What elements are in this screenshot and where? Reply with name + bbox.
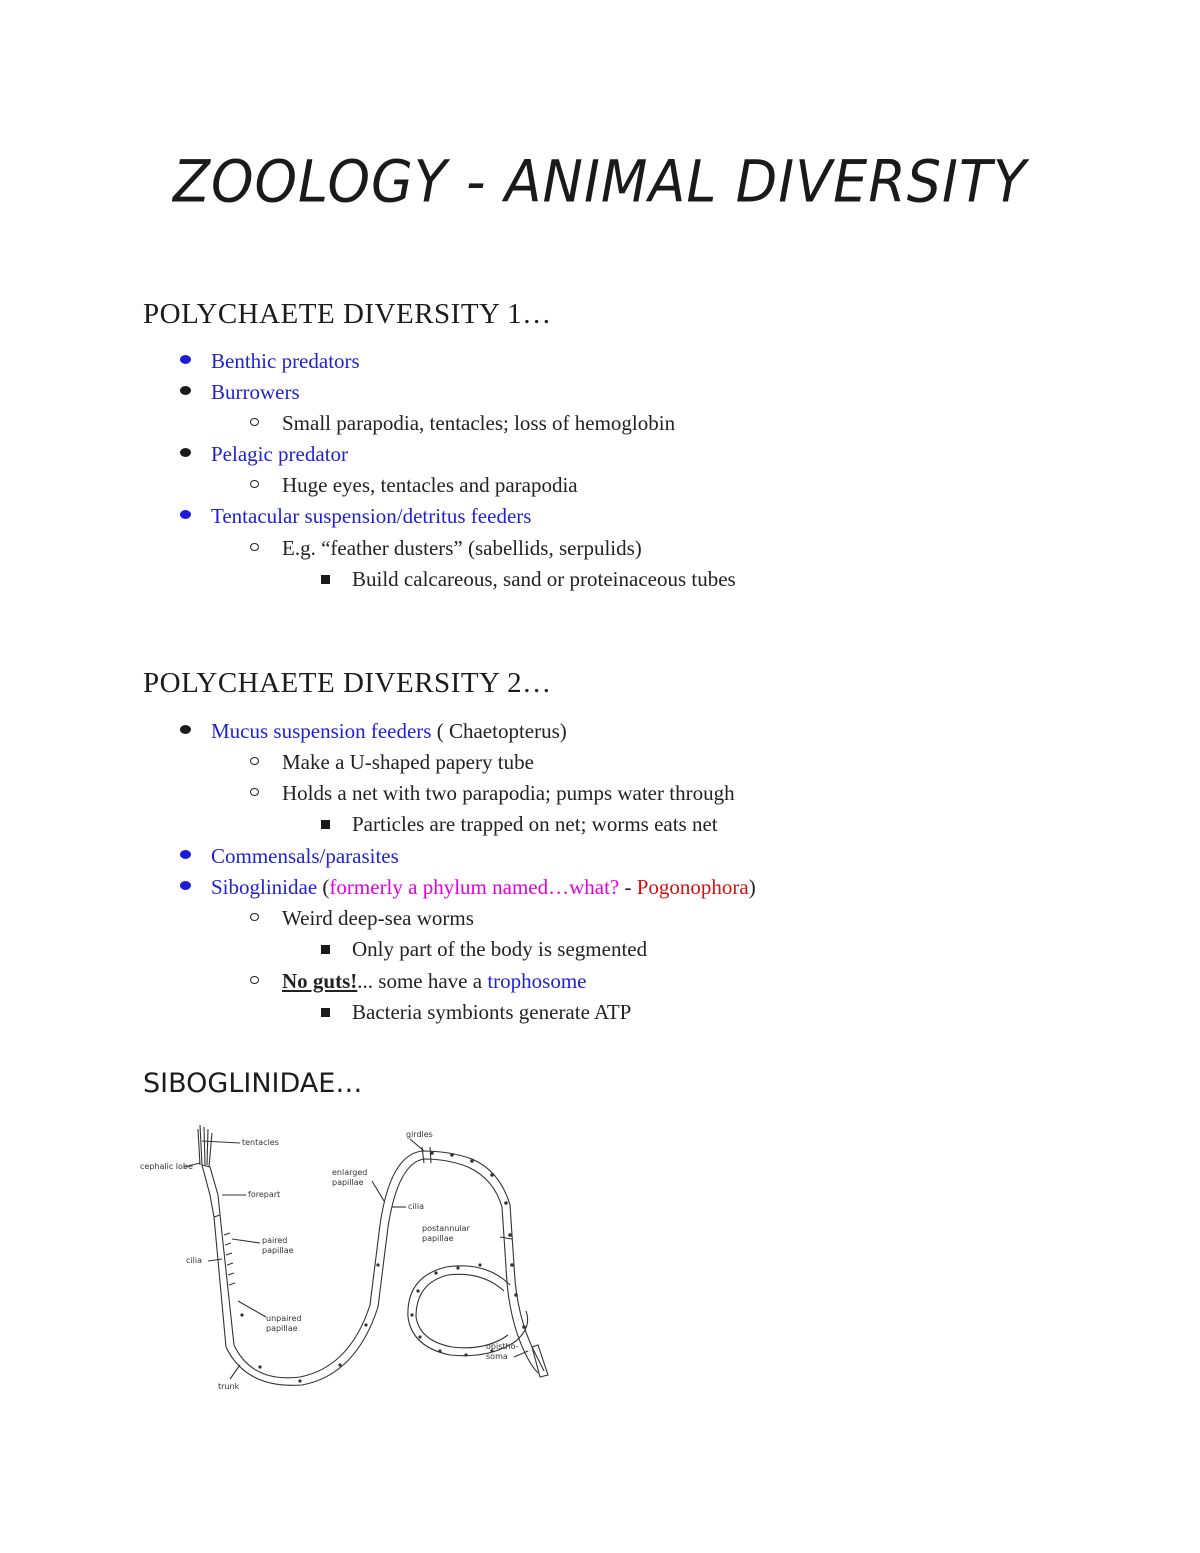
tertiary-list-item	[320, 564, 736, 594]
label-paired-papillae-1: paired	[262, 1236, 288, 1245]
square-bullet-icon	[320, 934, 350, 964]
bullet-icon	[180, 346, 210, 376]
sub-list-item-text: E.g. “feather dusters” (sabellids, serpulids)	[282, 536, 642, 560]
label-postannular-papillae-1: postannular	[422, 1224, 470, 1233]
label-trunk: trunk	[218, 1382, 240, 1391]
worm-diagram-svg	[140, 1115, 560, 1395]
tertiary-list-item-text: Bacteria symbionts generate ATP	[352, 1000, 632, 1024]
list-item-text: Pelagic predator	[211, 442, 349, 466]
sub-list-item	[250, 903, 474, 933]
label-enlarged-papillae-2: papillae	[332, 1178, 364, 1187]
sub-list-item	[250, 778, 735, 808]
list-item-text: Burrowers	[211, 380, 300, 404]
sub-list-item	[250, 533, 642, 563]
label-paired-papillae-2: papillae	[262, 1246, 294, 1255]
section-heading-polychaete-1: POLYCHAETE DIVERSITY 1…	[143, 298, 552, 330]
circle-bullet-icon	[250, 966, 280, 996]
paren-open: (	[317, 875, 330, 899]
bullet-icon	[180, 716, 210, 746]
sub-list-item	[250, 966, 586, 996]
list-item-text: Benthic predators	[211, 349, 360, 373]
label-opisthosoma-2: soma	[486, 1352, 508, 1361]
siboglinid-worm-diagram	[140, 1115, 560, 1395]
list-item	[180, 841, 399, 871]
circle-bullet-icon	[250, 747, 280, 777]
dash-text: -	[619, 875, 637, 899]
list-item-text: Tentacular suspension/detritus feeders	[211, 504, 532, 528]
label-unpaired-papillae-1: unpaired	[266, 1314, 302, 1323]
page-title: ZOOLOGY - ANIMAL DIVERSITY	[173, 147, 1027, 216]
sub-list-item	[250, 470, 578, 500]
label-postannular-papillae-2: papillae	[422, 1234, 454, 1243]
list-item	[180, 501, 531, 531]
label-cilia-right: cilia	[408, 1202, 424, 1211]
list-item	[180, 716, 567, 746]
list-item-text: Mucus suspension feeders	[211, 719, 432, 743]
question-text: formerly a phylum named…what?	[329, 875, 620, 899]
label-cilia-left: cilia	[186, 1256, 202, 1265]
section-heading-polychaete-2: POLYCHAETE DIVERSITY 2…	[143, 667, 552, 699]
tertiary-list-item-text: Only part of the body is segmented	[352, 937, 648, 961]
list-item	[180, 439, 348, 469]
list-item	[180, 377, 300, 407]
sub-list-item	[250, 408, 675, 438]
bullet-icon	[180, 501, 210, 531]
circle-bullet-icon	[250, 470, 280, 500]
no-guts-text: No guts!	[282, 969, 358, 993]
list-item	[180, 872, 756, 902]
bullet-icon	[180, 439, 210, 469]
label-enlarged-papillae-1: enlarged	[332, 1168, 368, 1177]
label-girdles: girdles	[406, 1130, 433, 1139]
label-opisthosoma-1: opistho-	[486, 1342, 519, 1351]
sub-list-item	[250, 747, 534, 777]
circle-bullet-icon	[250, 408, 280, 438]
square-bullet-icon	[320, 997, 350, 1027]
tertiary-list-item	[320, 934, 647, 964]
square-bullet-icon	[320, 564, 350, 594]
trophosome-text: trophosome	[487, 969, 587, 993]
section-heading-siboglinidae: SIBOGLINIDAE…	[143, 1068, 363, 1099]
sub-list-item-text: Holds a net with two parapodia; pumps water through	[282, 781, 735, 805]
tertiary-list-item-text: Particles are trapped on net; worms eats net	[352, 812, 718, 836]
sub-list-item-text: Weird deep-sea worms	[282, 906, 474, 930]
list-item	[180, 346, 360, 376]
bullet-icon	[180, 872, 210, 902]
tertiary-list-item	[320, 997, 631, 1027]
answer-text: Pogonophora	[636, 875, 749, 899]
siboglinidae-text: Siboglinidae	[211, 875, 318, 899]
label-cephalic-lobe: cephalic lobe	[140, 1162, 193, 1171]
sub-list-item-text: Small parapodia, tentacles; loss of hemoglobin	[282, 411, 676, 435]
sub-list-item-text: ... some have a	[357, 969, 488, 993]
list-item-text: Commensals/parasites	[211, 844, 399, 868]
circle-bullet-icon	[250, 778, 280, 808]
sub-list-item-text: Huge eyes, tentacles and parapodia	[282, 473, 578, 497]
sub-list-item-text: Make a U-shaped papery tube	[282, 750, 534, 774]
paren-close: )	[748, 875, 756, 899]
circle-bullet-icon	[250, 903, 280, 933]
bullet-icon	[180, 377, 210, 407]
bullet-icon	[180, 841, 210, 871]
list-item-text-rest: ( Chaetopterus)	[431, 719, 567, 743]
label-unpaired-papillae-2: papillae	[266, 1324, 298, 1333]
tertiary-list-item	[320, 809, 718, 839]
circle-bullet-icon	[250, 533, 280, 563]
label-tentacles: tentacles	[242, 1138, 279, 1147]
tertiary-list-item-text: Build calcareous, sand or proteinaceous tubes	[352, 567, 736, 591]
label-forepart: forepart	[248, 1190, 281, 1199]
square-bullet-icon	[320, 809, 350, 839]
